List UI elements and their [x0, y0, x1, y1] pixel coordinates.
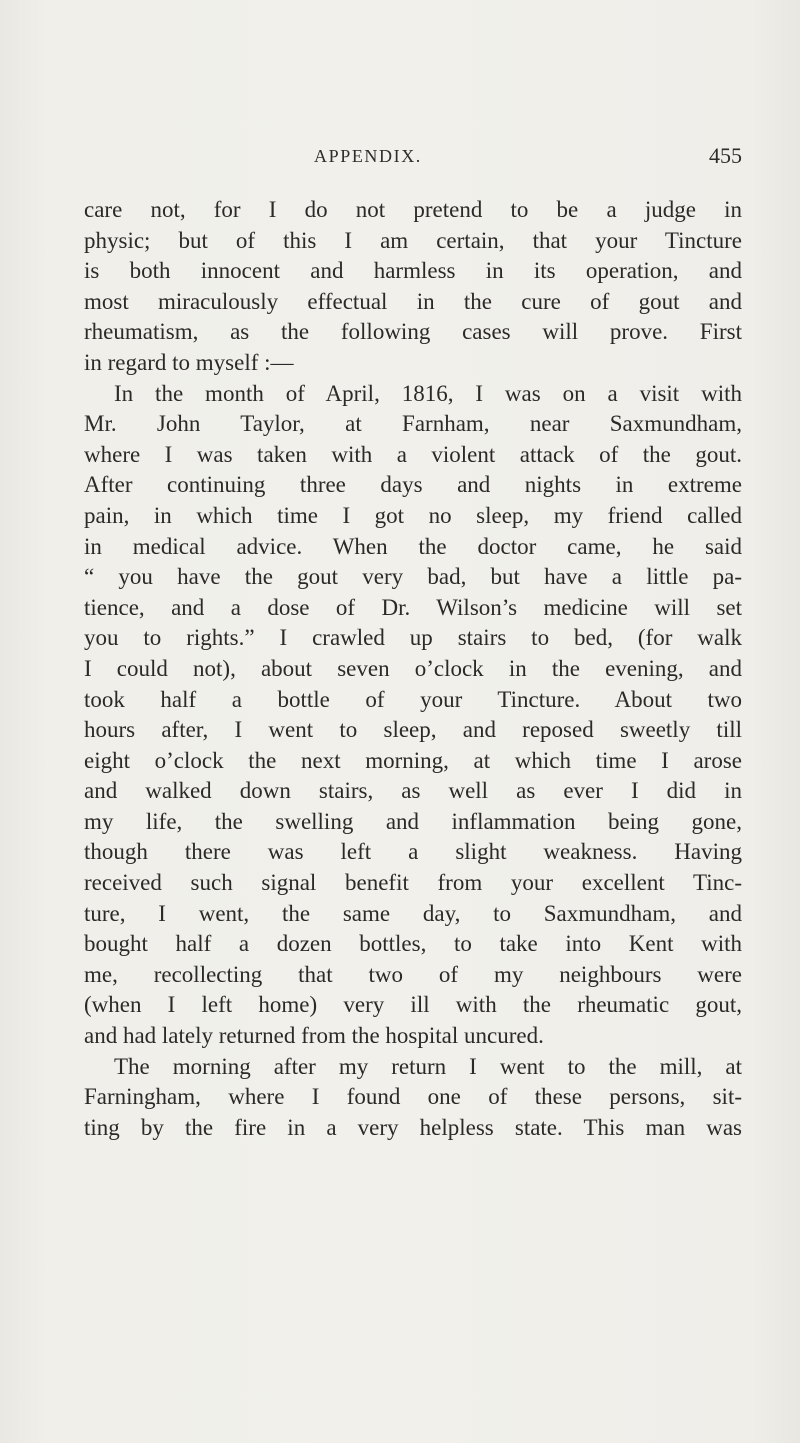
body-text [84, 195, 742, 1143]
text-line: Farningham, where I found one of these persons, sit- [84, 1084, 742, 1110]
text-line: ting by the fire in a very helpless state. This man was [84, 1114, 742, 1140]
text-line: Mr. John Taylor, at Farnham, near Saxmundham, [84, 411, 742, 437]
text-line: physic; but of this I am certain, that your Tincture [84, 227, 742, 253]
text-line: and walked down stairs, as well as ever I did in [84, 778, 742, 804]
text-line: in regard to myself :— [84, 349, 294, 375]
text-line: care not, for I do not pretend to be a judge in [84, 197, 742, 222]
text-line: me, recollecting that two of my neighbours were [84, 961, 742, 987]
text-line: pain, in which time I got no sleep, my friend called [84, 502, 742, 528]
text-line: tience, and a dose of Dr. Wilson’s medicine will set [84, 594, 742, 620]
running-head: APPENDIX. [314, 146, 422, 166]
text-line: you to rights.” I crawled up stairs to bed, (for walk [84, 625, 742, 651]
text-line: In the month of April, 1816, I was on a visit with [114, 380, 742, 406]
text-line: most miraculously effectual in the cure of gout and [84, 288, 742, 314]
text-line: and had lately returned from the hospital uncured. [84, 1023, 544, 1049]
text-line: “ you have the gout very bad, but have a little pa- [84, 564, 742, 590]
page-number: 455 [709, 143, 742, 168]
text-line: (when I left home) very ill with the rheumatic gout, [84, 992, 742, 1018]
text-line: rheumatism, as the following cases will prove. First [84, 319, 742, 345]
text-line: received such signal benefit from your excellent Tinc- [84, 870, 742, 896]
text-line: The morning after my return I went to the mill, at [114, 1053, 742, 1079]
text-line: took half a bottle of your Tincture. About two [84, 686, 742, 712]
page-header [314, 143, 742, 176]
text-line: I could not), about seven o’clock in the evening, and [84, 655, 742, 681]
text-line: my life, the swelling and inflammation being gone, [84, 808, 742, 834]
text-line: though there was left a slight weakness. Having [84, 839, 742, 865]
text-line: After continuing three days and nights in extreme [84, 472, 742, 498]
text-line: where I was taken with a violent attack of the gout. [84, 441, 742, 467]
text-line: in medical advice. When the doctor came, he said [84, 533, 742, 559]
text-line: ture, I went, the same day, to Saxmundham, and [84, 900, 742, 926]
text-line: bought half a dozen bottles, to take into Kent with [84, 931, 742, 957]
text-line: hours after, I went to sleep, and reposed sweetly till [84, 717, 742, 743]
text-line: eight o’clock the next morning, at which time I arose [84, 747, 742, 773]
text-line: is both innocent and harmless in its operation, and [84, 258, 742, 284]
